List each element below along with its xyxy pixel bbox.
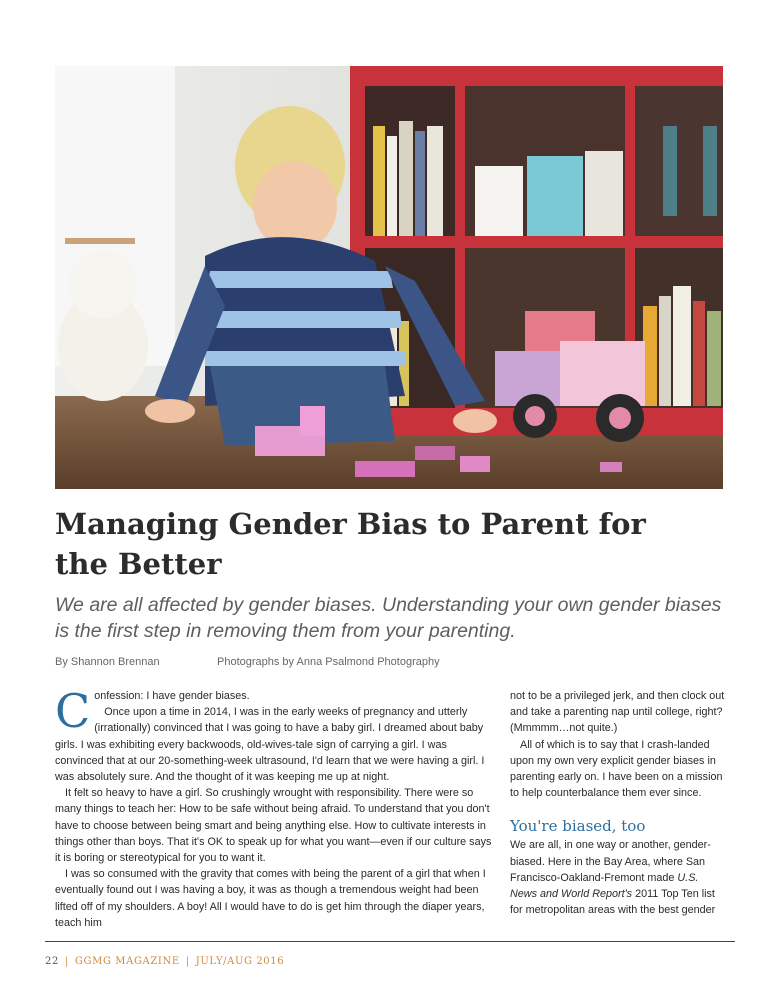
page-number: 22 — [45, 956, 59, 967]
footer-separator: | — [64, 956, 69, 967]
paragraph-2: Once upon a time in 2014, I was in the early weeks of pregnancy and utterly (irrationally) convinced that I was going to have a baby girl. I dreamed about baby girls. I was exhibiting every backwoods, old-wives-tale sign of carrying a girl. I was convinced that at our 20-something-week ultrasound, I'd learn that we were having a girl. I was absolutely sure. And the thought of it was keeping me up at night. — [55, 706, 485, 784]
photo-credit: Photographs by Anna Psalmond Photography — [217, 656, 440, 668]
hero-photo — [55, 66, 723, 489]
drop-cap: C — [55, 684, 91, 738]
page-footer — [45, 956, 284, 967]
author-byline: By Shannon Brennan — [55, 656, 160, 668]
article-body-main-column — [55, 684, 495, 931]
paragraph-3: It felt so heavy to have a girl. So crushingly wrought with responsibility. There were so many things to teach her: How to be safe without being afraid. To understand that you don't have to choose between being smart and being anything else. How to cultivate interests in things other than boys. That it's OK to speak up for what you want—even if our culture says it is boring or stereotypical for you to want it. — [55, 787, 492, 865]
side-paragraph-3: We are all, in one way or another, gender-biased. Here in the Bay Area, where San Francisco-Oakland-Fremont made U.S. News and World Report's 2011 Top Ten list for metropolitan areas with the best gender — [510, 839, 716, 917]
side-paragraph-1: not to be a privileged jerk, and then clock out and take a parenting nap until college, right? (Mmmmm…not quite.) — [510, 690, 725, 735]
article-title: Managing Gender Bias to Parent for the Better — [55, 507, 646, 581]
magazine-name: GGMG MAGAZINE — [74, 956, 180, 967]
paragraph-1: Confession: I have gender biases. — [55, 684, 250, 738]
footer-rule — [45, 941, 735, 942]
article-body-side-column — [510, 688, 725, 918]
child-playing-photo — [55, 66, 723, 489]
issue-date: JULY/AUG 2016 — [195, 956, 285, 967]
article-deck: We are all affected by gender biases. Understanding your own gender biases is the first step in removing them from your parenting. — [55, 594, 722, 642]
footer-separator: | — [185, 956, 190, 967]
paragraph-4: I was so consumed with the gravity that comes with being the parent of a girl that when I eventually found out I was having a boy, it was as though a tremendous weight had been lifted off of my shoulders. A boy! All I would have to do is get him through the diaper years, teach him — [55, 868, 486, 929]
section-subhead: You're biased, too — [510, 817, 646, 836]
side-paragraph-2: All of which is to say that I crash-landed upon my own very explicit gender biases in parenting early on. I have been on a mission to help counterbalance them ever since. — [510, 738, 723, 800]
